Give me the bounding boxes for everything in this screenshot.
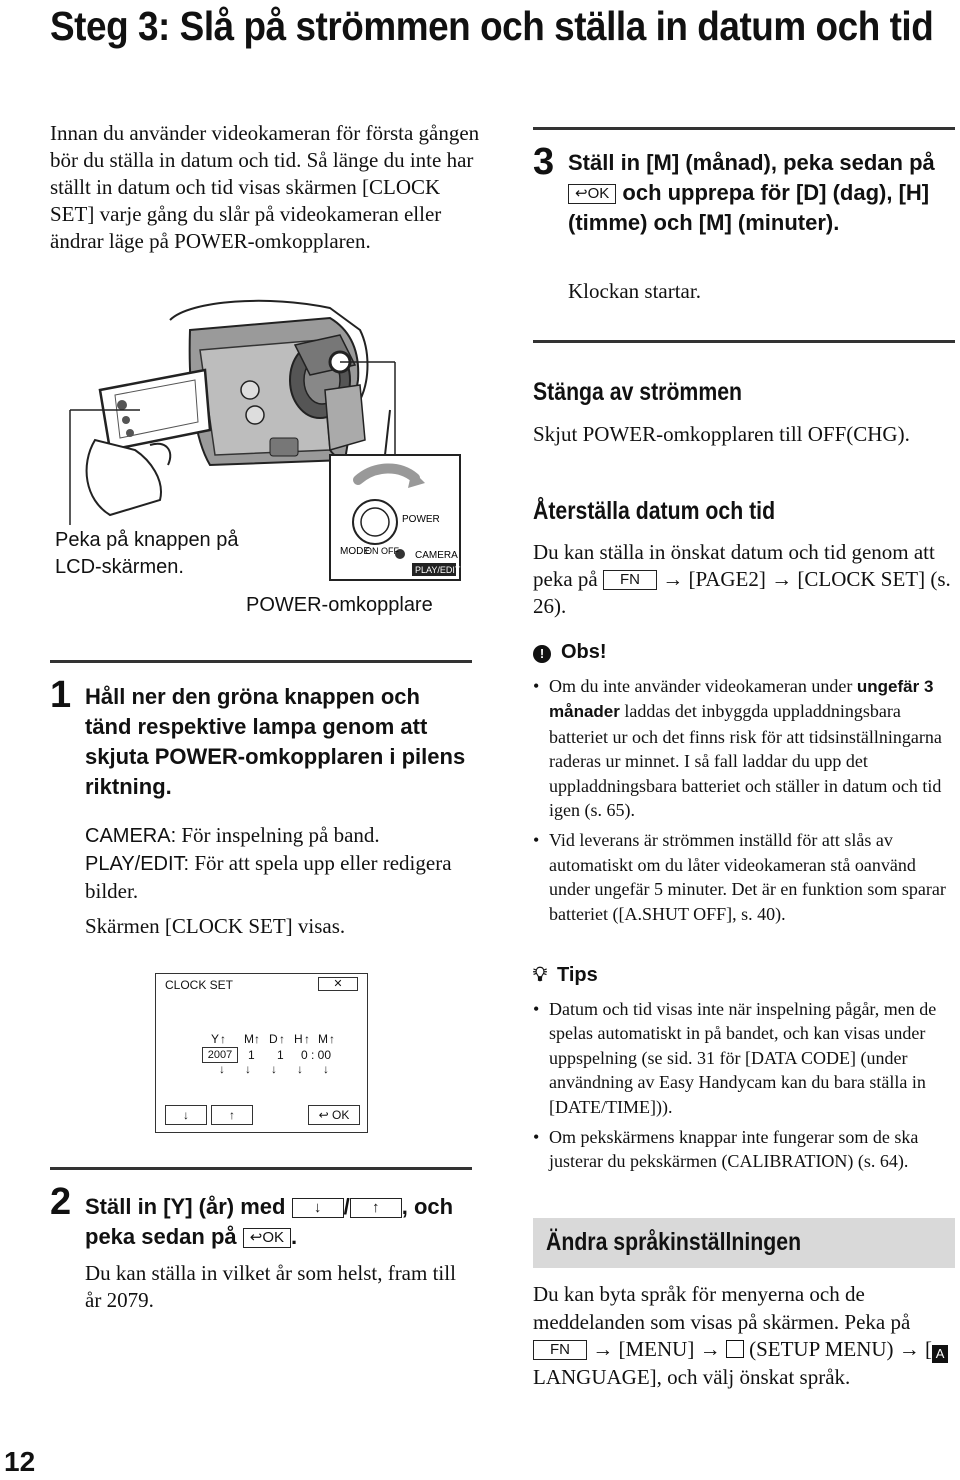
language-text: Du kan byta språk för menyerna och de meddelanden som visas på skärmen. Peka på FN → [MENU] → (SETUP MENU) → [ A LANGUAGE], och välj önskat språk. <box>533 1281 953 1391</box>
tips-item-2: • Om pekskärmens knappar inte fungerar som de ska justerar du pekskärmen (CALIBRATION) (s. 64). <box>533 1125 955 1174</box>
page-number-text: 12 <box>4 1446 36 1477</box>
obs-heading-text: Obs! <box>561 641 607 663</box>
ok-button[interactable]: ↩ OK <box>308 1105 360 1125</box>
ok-label: OK <box>332 1108 350 1122</box>
tips-item-1: • Datum och tid visas inte när inspelning pågår, men de spelas automatiskt in på bandet, och kan visas under uppspelning (se sid. 31 för [DATA CODE] (under användning av Easy Handycam kan du bara ställa in [DATE/TIME])). <box>533 997 955 1119</box>
language-text-e: LANGUAGE], och välj önskat språk. <box>533 1364 851 1389</box>
label-year: Y <box>211 1032 220 1046</box>
step1-number: 1 <box>50 674 72 716</box>
fn-button-ref-2: FN <box>533 1340 587 1360</box>
step2-title-a: Ställ in [Y] (år) med <box>85 1194 286 1219</box>
warning-icon: ! <box>533 645 551 663</box>
reset-text-b: [PAGE2] <box>688 567 766 591</box>
camera-label: CAMERA: <box>85 825 177 847</box>
ok-ref-label-2: OK <box>587 185 610 202</box>
language-text-b: [MENU] <box>618 1337 695 1361</box>
switch-power-label: POWER <box>402 514 440 525</box>
down-markers: ↓↓↓↓↓ <box>219 1062 349 1076</box>
lightbulb-icon: 💡︎ <box>533 964 547 986</box>
tips-heading-text: Tips <box>557 964 598 986</box>
play-text: För att spela upp eller redigera bilder. <box>85 851 452 903</box>
page-title: Steg 3: Slå på strömmen och ställa in datum och tid <box>50 3 934 49</box>
language-icon: A <box>932 1345 948 1363</box>
step3-title-b: och upprepa för [D] (dag), [H] (timme) och [M] (minuter). <box>568 180 930 235</box>
camera-text: För inspelning på band. <box>176 823 380 847</box>
obs-list <box>533 674 955 932</box>
off-rule <box>533 340 955 343</box>
obs-item-1-b: laddas det inbyggda uppladdningsbara batteriet ur och det finns risk för att tidsinställningarna raderas ur minnet. I så fall laddar du upp det uppladdningsbara batteriet och ställer in datum och tid igen (s. 65). <box>549 701 942 821</box>
off-text: Skjut POWER-omkopplaren till OFF(CHG). <box>533 422 910 446</box>
obs-item-1-bold: ungefär 3 månader <box>549 677 934 722</box>
switch-mode-label: MODE <box>340 546 370 557</box>
time-value[interactable]: 0 : 00 <box>301 1048 332 1062</box>
label-month: M <box>244 1032 254 1046</box>
language-text-c: (SETUP MENU) <box>749 1337 894 1361</box>
reset-text-c: [CLOCK SET] (s. 26). <box>533 567 951 618</box>
label-minute: M <box>318 1032 328 1046</box>
ok-button-ref-2: ↩OK <box>568 184 616 204</box>
obs-heading <box>533 641 607 664</box>
down-arrow-button[interactable]: ↓ <box>165 1105 207 1125</box>
switch-onoff-label: ON OFF <box>365 546 399 556</box>
step3-title <box>568 148 953 238</box>
clock-set-title: CLOCK SET <box>165 978 234 992</box>
year-value[interactable]: 2007 <box>202 1047 238 1063</box>
step2-text: Du kan ställa in vilket år som helst, fram till år 2079. <box>85 1261 456 1312</box>
step2-title: Ställ in [Y] (år) med ↓ / ↑ , och peka sedan på ↩OK . <box>85 1194 454 1249</box>
step2-title-b: , och peka sedan på <box>85 1194 454 1249</box>
clock-set-screen <box>155 973 368 1133</box>
page-number <box>0 1440 44 1480</box>
language-heading-bar <box>533 1218 955 1268</box>
switch-play-label: PLAY/EDIT <box>415 565 461 575</box>
language-heading: Ändra språkinställningen <box>546 1228 802 1256</box>
reset-text-a: Du kan ställa in önskat datum och tid genom att peka på <box>533 540 935 591</box>
reset-heading: Återställa datum och tid <box>533 497 776 525</box>
step3-number: 3 <box>533 141 555 183</box>
obs-item-1-a: Om du inte använder videokameran under <box>549 676 857 696</box>
step1-title: Håll ner den gröna knappen och tänd respektive lampa genom att skjuta POWER-omkopplaren i pilens riktning. <box>85 684 466 799</box>
caption-lcd: Peka på knappen på LCD-skärmen. <box>55 529 239 578</box>
off-heading: Stänga av strömmen <box>533 378 743 406</box>
label-day: D <box>269 1032 278 1046</box>
down-button-ref: ↓ <box>292 1198 344 1218</box>
close-button[interactable]: ✕ <box>318 977 358 991</box>
clock-labels: Y ↑ M ↑ D ↑ H ↑ M ↑ <box>211 1032 335 1046</box>
step1-modes <box>85 822 470 905</box>
step2-rule <box>50 1167 472 1170</box>
label-hour: H <box>294 1032 303 1046</box>
obs-item-1 <box>533 674 955 822</box>
step2-number: 2 <box>50 1181 72 1223</box>
fn-button-ref: FN <box>603 570 657 590</box>
step3-title-a: Ställ in [M] (månad), peka sedan på <box>568 150 935 175</box>
ok-button-ref: ↩OK <box>243 1228 291 1248</box>
month-value[interactable]: 1 <box>248 1048 255 1062</box>
language-text-d: [ <box>925 1337 933 1361</box>
step1-result: Skärmen [CLOCK SET] visas. <box>85 914 346 938</box>
play-label: PLAY/EDIT: <box>85 853 190 875</box>
tips-list <box>533 997 955 1180</box>
up-button-ref: ↑ <box>350 1198 402 1218</box>
obs-item-2: • Vid leverans är strömmen inställd för att slås av automatiskt om du låter videokameran stå oanvänd under ungefär 5 minuter. Det är en funktion som sparar batteriet ([A.SHUT OFF], s. 40). <box>533 828 955 926</box>
language-text-a: Du kan byta språk för menyerna och de meddelanden som visas på skärmen. Peka på <box>533 1282 911 1334</box>
step1-rule <box>50 660 472 663</box>
step3-text: Klockan startar. <box>568 279 701 303</box>
day-value[interactable]: 1 <box>277 1048 284 1062</box>
setup-menu-icon <box>726 1340 744 1358</box>
switch-camera-label: CAMERA <box>415 550 458 561</box>
ok-ref-label: OK <box>262 1229 285 1246</box>
step3-rule <box>533 127 955 130</box>
intro-text: Innan du använder videokameran för första gången bör du ställa in datum och tid. Så länge du inte har ställt in datum och tid visas skärmen [CLOCK SET] varje gång du slår på videokameran eller ändrar läge på POWER-omkopplaren. <box>50 121 480 253</box>
up-arrow-button[interactable]: ↑ <box>211 1105 253 1125</box>
caption-switch: POWER-omkopplare <box>246 594 433 616</box>
tips-heading <box>533 964 598 987</box>
reset-text: Du kan ställa in önskat datum och tid genom att peka på FN → [PAGE2] → [CLOCK SET] (s. 26). <box>533 540 951 618</box>
